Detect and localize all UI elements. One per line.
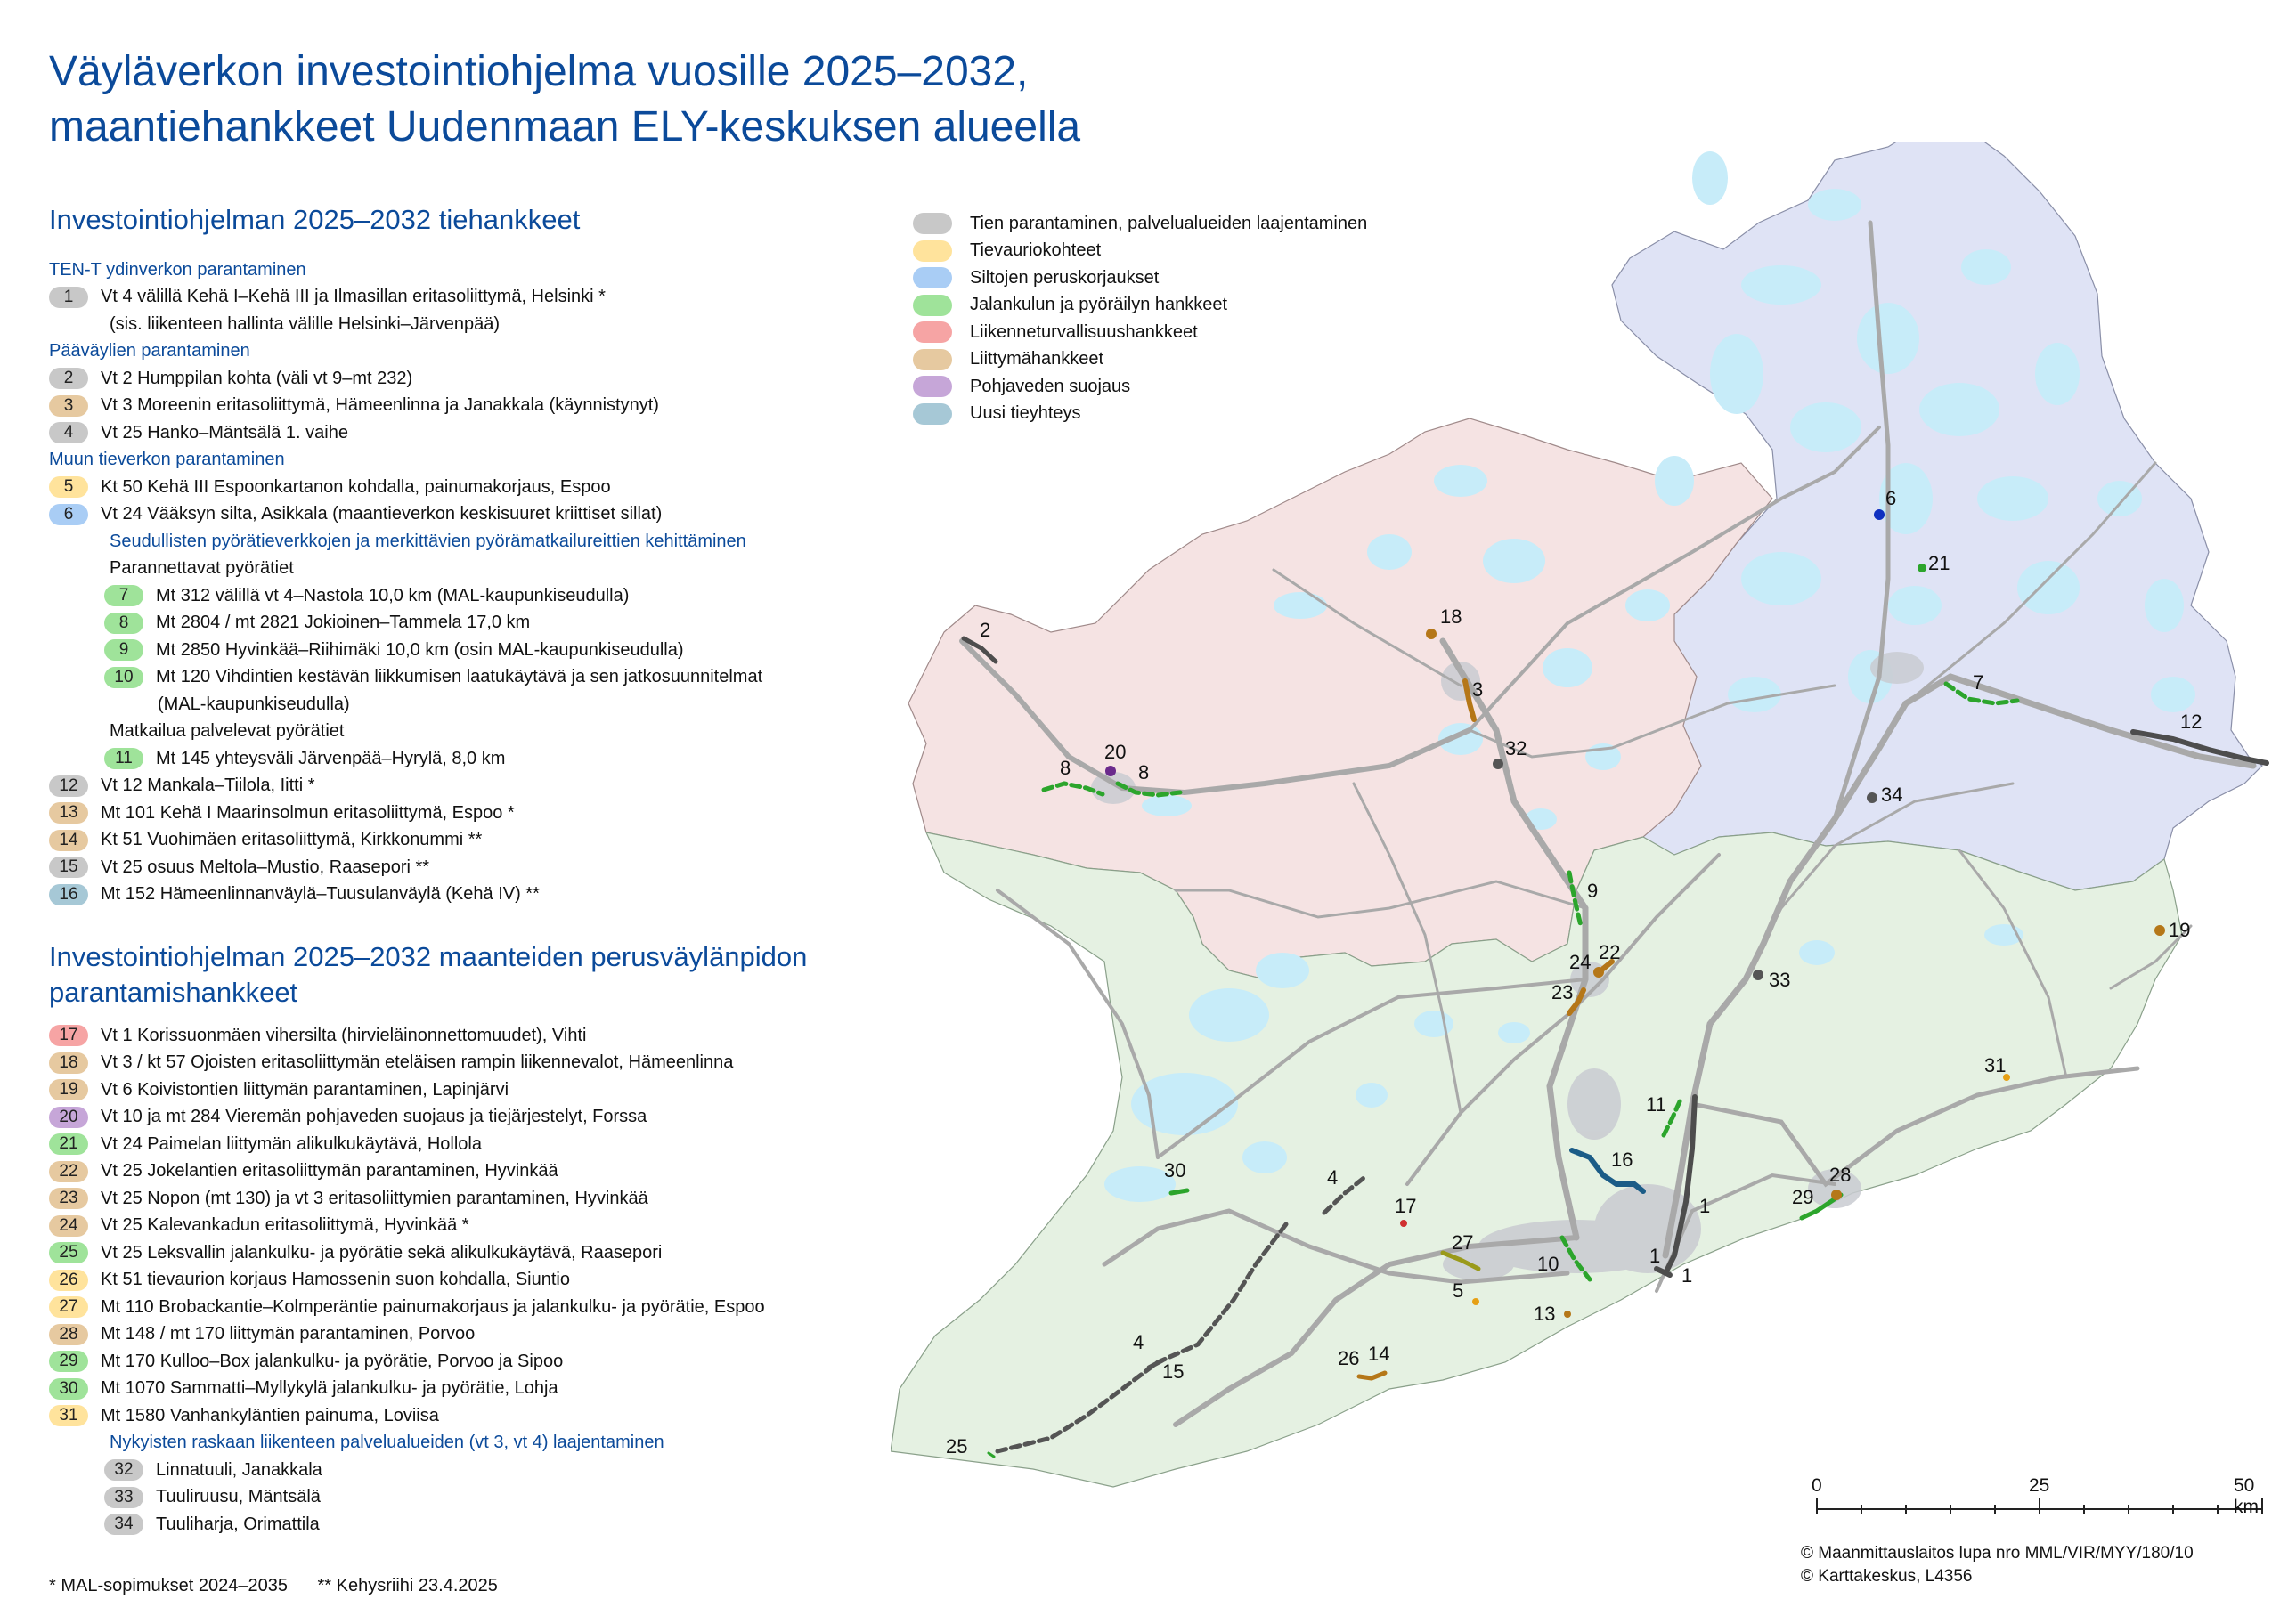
project-description: Tuuliharja, Orimattila bbox=[156, 1514, 320, 1534]
legend-label: Pohjaveden suojaus bbox=[970, 376, 1131, 396]
legend bbox=[913, 210, 1367, 427]
project-number-badge: 13 bbox=[49, 802, 88, 824]
legend-item bbox=[913, 238, 1367, 265]
project-description: Mt 1580 Vanhankyläntien painuma, Loviisa bbox=[101, 1405, 439, 1425]
legend-swatch bbox=[913, 403, 952, 425]
label-28: 28 bbox=[1829, 1164, 1852, 1186]
project-number-badge: 29 bbox=[49, 1351, 88, 1372]
project-item-25 bbox=[49, 1239, 765, 1267]
legend-label: Tien parantaminen, palvelualueiden laajentaminen bbox=[970, 213, 1368, 233]
project-number-badge: 6 bbox=[49, 504, 88, 525]
section-title-road-projects: Investointiohjelman 2025–2032 tiehankkeet bbox=[49, 204, 581, 235]
copyright-line-1: © Maanmittauslaitos lupa nro MML/VIR/MYY/180/10 bbox=[1801, 1544, 2194, 1563]
label-25: 25 bbox=[946, 1435, 968, 1458]
project-number-badge: 26 bbox=[49, 1270, 88, 1291]
project-description: Tuuliruusu, Mäntsälä bbox=[156, 1487, 321, 1507]
project-number-badge: 23 bbox=[49, 1188, 88, 1209]
label-24: 24 bbox=[1569, 951, 1592, 973]
project-description: Vt 25 Leksvallin jalankulku- ja pyörätie sekä alikulkukäytävä, Raasepori bbox=[101, 1242, 663, 1263]
project-description: Vt 25 Jokelantien eritasoliittymän parantaminen, Hyvinkää bbox=[101, 1161, 558, 1181]
subcategory-heading: Matkailua palvelevat pyörätiet bbox=[110, 721, 345, 742]
label-3: 3 bbox=[1472, 678, 1484, 701]
legend-swatch bbox=[913, 213, 952, 234]
category-heading: Seudullisten pyörätieverkkojen ja merkittävien pyörämatkailureittien kehittäminen bbox=[110, 531, 746, 551]
marker-28 bbox=[1831, 1190, 1842, 1200]
project-description: Vt 10 ja mt 284 Vieremän pohjaveden suojaus ja tiejärjestelyt, Forssa bbox=[101, 1107, 647, 1127]
project-number-badge: 12 bbox=[49, 775, 88, 797]
label-32: 32 bbox=[1505, 737, 1527, 759]
label-1c: 1 bbox=[1682, 1264, 1693, 1287]
copyright-line-2: © Karttakeskus, L4356 bbox=[1801, 1567, 1973, 1586]
marker-19 bbox=[2154, 925, 2165, 936]
project-item-13 bbox=[49, 800, 762, 827]
project-item-7 bbox=[49, 582, 762, 610]
project-description: Vt 3 Moreenin eritasoliittymä, Hämeenlinna ja Janakkala (käynnistynyt) bbox=[101, 395, 659, 416]
marker-30 bbox=[1171, 1190, 1187, 1193]
project-number-badge: 16 bbox=[49, 884, 88, 905]
section2-line-2: parantamishankkeet bbox=[49, 977, 298, 1008]
section2-line-1: Investointiohjelman 2025–2032 maanteiden perusväylänpidon bbox=[49, 941, 808, 972]
legend-item bbox=[913, 373, 1367, 401]
project-number-badge: 1 bbox=[49, 287, 88, 308]
project-description: Vt 25 osuus Meltola–Mustio, Raasepori ** bbox=[101, 857, 430, 877]
category-heading: TEN-T ydinverkon parantaminen bbox=[49, 259, 306, 280]
project-number-badge: 3 bbox=[49, 395, 88, 417]
project-item-33 bbox=[49, 1484, 765, 1512]
label-26: 26 bbox=[1338, 1347, 1360, 1369]
label-21: 21 bbox=[1928, 552, 1950, 574]
project-item-26 bbox=[49, 1267, 765, 1295]
label-9: 9 bbox=[1587, 880, 1599, 902]
label-10: 10 bbox=[1537, 1253, 1559, 1275]
project-number-badge: 32 bbox=[104, 1459, 143, 1481]
project-number-badge: 8 bbox=[104, 613, 143, 634]
label-1b: 1 bbox=[1649, 1245, 1661, 1267]
label-11: 11 bbox=[1646, 1093, 1666, 1116]
label-13: 13 bbox=[1534, 1303, 1556, 1325]
project-item-23 bbox=[49, 1185, 765, 1213]
label-5: 5 bbox=[1453, 1279, 1464, 1302]
project-item-15 bbox=[49, 854, 762, 881]
legend-label: Jalankulun ja pyöräilyn hankkeet bbox=[970, 295, 1228, 315]
project-item-5 bbox=[49, 474, 762, 501]
project-number-badge: 11 bbox=[104, 748, 143, 769]
project-description: Mt 152 Hämeenlinnanväylä–Tuusulanväylä (Kehä IV) ** bbox=[101, 884, 540, 905]
footnote-kehysriihi: ** Kehysriihi 23.4.2025 bbox=[317, 1576, 498, 1596]
label-22: 22 bbox=[1599, 941, 1621, 963]
legend-item bbox=[913, 210, 1367, 238]
project-number-badge: 19 bbox=[49, 1079, 88, 1100]
label-4a: 4 bbox=[1327, 1166, 1339, 1189]
project-item-11 bbox=[49, 745, 762, 773]
project-number-badge: 2 bbox=[49, 368, 88, 389]
project-item-24 bbox=[49, 1213, 765, 1240]
project-number-badge: 20 bbox=[49, 1107, 88, 1128]
project-item-18 bbox=[49, 1050, 765, 1077]
legend-label: Siltojen peruskorjaukset bbox=[970, 267, 1160, 288]
legend-swatch bbox=[913, 295, 952, 316]
project-description: Mt 145 yhteysväli Järvenpää–Hyrylä, 8,0 km bbox=[156, 748, 506, 768]
legend-label: Liikenneturvallisuushankkeet bbox=[970, 321, 1198, 342]
project-description: Vt 24 Paimelan liittymän alikulkukäytävä, Hollola bbox=[101, 1133, 482, 1154]
label-7: 7 bbox=[1973, 671, 1984, 694]
project-item-4 bbox=[49, 419, 762, 447]
project-item-8 bbox=[49, 610, 762, 637]
project-description: Vt 2 Humppilan kohta (väli vt 9–mt 232) bbox=[101, 368, 413, 388]
project-number-badge: 18 bbox=[49, 1052, 88, 1074]
project-description: Vt 1 Korissuonmäen vihersilta (hirvieläinonnettomuudet), Vihti bbox=[101, 1025, 587, 1045]
project-description: Vt 25 Kalevankadun eritasoliittymä, Hyvinkää * bbox=[101, 1215, 469, 1236]
project-item-30 bbox=[49, 1376, 765, 1403]
project-item-12 bbox=[49, 773, 762, 800]
project-description: Mt 101 Kehä I Maarinsolmun eritasoliittymä, Espoo * bbox=[101, 802, 515, 823]
project-description: Vt 4 välillä Kehä I–Kehä III ja Ilmasillan eritasoliittymä, Helsinki * bbox=[101, 287, 606, 307]
label-15: 15 bbox=[1162, 1360, 1185, 1383]
marker-21 bbox=[1918, 564, 1926, 572]
project-number-badge: 24 bbox=[49, 1215, 88, 1237]
project-item-10 bbox=[49, 664, 762, 692]
project-description: Mt 110 Brobackantie–Kolmperäntie painumakorjaus ja jalankulku- ja pyörätie, Espoo bbox=[101, 1296, 765, 1317]
label-18: 18 bbox=[1440, 605, 1462, 628]
project-description: Mt 120 Vihdintien kestävän liikkumisen laatukäytävä ja sen jatkosuunnitelmat bbox=[156, 667, 763, 687]
scale-label-0: 0 bbox=[1812, 1475, 1822, 1496]
legend-item bbox=[913, 264, 1367, 292]
label-16: 16 bbox=[1611, 1149, 1633, 1171]
label-30: 30 bbox=[1164, 1159, 1186, 1181]
project-item-17 bbox=[49, 1022, 765, 1050]
project-number-badge: 34 bbox=[104, 1514, 143, 1535]
label-20: 20 bbox=[1104, 741, 1127, 763]
project-description: Vt 12 Mankala–Tiilola, Iitti * bbox=[101, 775, 315, 796]
project-number-badge: 14 bbox=[49, 830, 88, 851]
project-item-9 bbox=[49, 637, 762, 664]
marker-32 bbox=[1493, 759, 1503, 769]
project-description: Vt 25 Nopon (mt 130) ja vt 3 eritasoliittymien parantaminen, Hyvinkää bbox=[101, 1188, 648, 1208]
project-description: Vt 24 Vääksyn silta, Asikkala (maantieverkon keskisuuret kriittiset sillat) bbox=[101, 504, 663, 524]
label-14: 14 bbox=[1368, 1343, 1390, 1365]
title-line-2: maantiehankkeet Uudenmaan ELY-keskuksen alueella bbox=[49, 103, 1081, 150]
legend-label: Tievauriokohteet bbox=[970, 240, 1102, 261]
copyright bbox=[1801, 1542, 2194, 1588]
legend-item bbox=[913, 292, 1367, 320]
label-8a: 8 bbox=[1060, 757, 1071, 779]
marker-13 bbox=[1564, 1311, 1571, 1318]
project-description: Mt 312 välillä vt 4–Nastola 10,0 km (MAL-kaupunkiseudulla) bbox=[156, 585, 630, 605]
label-29: 29 bbox=[1792, 1186, 1814, 1208]
legend-swatch bbox=[913, 376, 952, 397]
project-description: Kt 50 Kehä III Espoonkartanon kohdalla, painumakorjaus, Espoo bbox=[101, 476, 611, 497]
label-19: 19 bbox=[2169, 919, 2191, 941]
project-description: Mt 2850 Hyvinkää–Riihimäki 10,0 km (osin MAL-kaupunkiseudulla) bbox=[156, 639, 684, 660]
project-number-badge: 28 bbox=[49, 1324, 88, 1345]
project-number-badge: 25 bbox=[49, 1242, 88, 1263]
label-33: 33 bbox=[1769, 969, 1791, 991]
project-description: Linnatuuli, Janakkala bbox=[156, 1459, 322, 1480]
legend-swatch bbox=[913, 240, 952, 262]
project-item-16 bbox=[49, 881, 762, 909]
list-item-continuation: (MAL-kaupunkiseudulla) bbox=[158, 694, 350, 714]
label-2: 2 bbox=[980, 619, 991, 641]
project-item-29 bbox=[49, 1348, 765, 1376]
legend-item bbox=[913, 401, 1367, 428]
project-description: Mt 1070 Sammatti–Myllykylä jalankulku- ja pyörätie, Lohja bbox=[101, 1378, 558, 1399]
marker-34 bbox=[1867, 792, 1877, 803]
project-item-22 bbox=[49, 1158, 765, 1186]
label-34: 34 bbox=[1881, 784, 1903, 806]
legend-swatch bbox=[913, 267, 952, 288]
footnotes bbox=[49, 1576, 523, 1596]
project-item-21 bbox=[49, 1131, 765, 1158]
project-number-badge: 33 bbox=[104, 1487, 143, 1508]
category-heading: Nykyisten raskaan liikenteen palvelualueiden (vt 3, vt 4) laajentaminen bbox=[110, 1433, 664, 1453]
project-item-2 bbox=[49, 365, 762, 393]
project-item-32 bbox=[49, 1457, 765, 1484]
project-description: Mt 2804 / mt 2821 Jokioinen–Tammela 17,0 km bbox=[156, 613, 531, 633]
project-description: Vt 6 Koivistontien liittymän parantaminen, Lapinjärvi bbox=[101, 1079, 509, 1100]
project-number-badge: 15 bbox=[49, 857, 88, 878]
project-item-14 bbox=[49, 827, 762, 855]
label-8b: 8 bbox=[1138, 761, 1150, 784]
project-item-28 bbox=[49, 1321, 765, 1349]
label-12: 12 bbox=[2180, 710, 2203, 733]
legend-label: Uusi tieyhteys bbox=[970, 403, 1081, 424]
label-1a: 1 bbox=[1699, 1195, 1711, 1217]
project-number-badge: 9 bbox=[104, 639, 143, 661]
category-heading: Pääväylien parantaminen bbox=[49, 341, 250, 361]
project-description: Vt 3 / kt 57 Ojoisten eritasoliittymän eteläisen rampin liikennevalot, Hämeenlinna bbox=[101, 1052, 734, 1073]
project-number-badge: 10 bbox=[104, 667, 143, 688]
marker-17 bbox=[1400, 1220, 1407, 1227]
project-item-27 bbox=[49, 1294, 765, 1321]
project-list-road bbox=[49, 256, 762, 908]
category-heading: Muun tieverkon parantaminen bbox=[49, 450, 285, 470]
legend-swatch bbox=[913, 321, 952, 343]
project-item-19 bbox=[49, 1076, 765, 1104]
legend-label: Liittymähankkeet bbox=[970, 349, 1104, 369]
project-description: Kt 51 Vuohimäen eritasoliittymä, Kirkkonummi ** bbox=[101, 830, 483, 850]
project-list-maintenance bbox=[49, 1022, 765, 1539]
legend-swatch bbox=[913, 349, 952, 370]
project-description: Mt 170 Kulloo–Box jalankulku- ja pyörätie, Porvoo ja Sipoo bbox=[101, 1351, 564, 1371]
project-item-6 bbox=[49, 501, 762, 529]
section-title-basic-maintenance bbox=[49, 939, 807, 1011]
footnote-mal: * MAL-sopimukset 2024–2035 bbox=[49, 1576, 288, 1596]
project-item-34 bbox=[49, 1511, 765, 1539]
project-item-20 bbox=[49, 1104, 765, 1132]
project-description: Vt 25 Hanko–Mäntsälä 1. vaihe bbox=[101, 422, 348, 443]
project-item-31 bbox=[49, 1402, 765, 1430]
title-line-1: Väyläverkon investointiohjelma vuosille 2025–2032, bbox=[49, 48, 1029, 95]
project-description: Mt 148 / mt 170 liittymän parantaminen, Porvoo bbox=[101, 1324, 476, 1344]
project-number-badge: 30 bbox=[49, 1378, 88, 1400]
label-27: 27 bbox=[1452, 1231, 1474, 1254]
marker-20 bbox=[1105, 766, 1116, 776]
legend-item bbox=[913, 346, 1367, 374]
project-number-badge: 21 bbox=[49, 1133, 88, 1155]
label-6: 6 bbox=[1885, 487, 1897, 509]
project-number-badge: 7 bbox=[104, 585, 143, 606]
project-number-badge: 27 bbox=[49, 1296, 88, 1318]
project-description: Kt 51 tievaurion korjaus Hamossenin suon kohdalla, Siuntio bbox=[101, 1270, 570, 1290]
legend-item bbox=[913, 319, 1367, 346]
scale-bar bbox=[1817, 1498, 2262, 1514]
map-title bbox=[49, 45, 1080, 155]
label-23: 23 bbox=[1551, 981, 1574, 1003]
scale-label-25: 25 bbox=[2029, 1475, 2050, 1496]
list-item-continuation: (sis. liikenteen hallinta välille Helsinki–Järvenpää) bbox=[110, 313, 500, 334]
project-number-badge: 5 bbox=[49, 476, 88, 498]
marker-5 bbox=[1472, 1298, 1479, 1305]
marker-18 bbox=[1426, 629, 1437, 639]
project-item-1 bbox=[49, 284, 762, 312]
label-17: 17 bbox=[1395, 1195, 1417, 1217]
project-number-badge: 17 bbox=[49, 1025, 88, 1046]
project-number-badge: 22 bbox=[49, 1161, 88, 1182]
label-4b: 4 bbox=[1133, 1331, 1144, 1353]
project-item-3 bbox=[49, 393, 762, 420]
scale-label-50: 50 km bbox=[2234, 1475, 2259, 1517]
project-number-badge: 4 bbox=[49, 422, 88, 443]
label-31: 31 bbox=[1984, 1054, 2007, 1076]
marker-6 bbox=[1874, 509, 1885, 520]
marker-24 bbox=[1593, 967, 1604, 978]
project-number-badge: 31 bbox=[49, 1405, 88, 1426]
marker-33 bbox=[1753, 970, 1763, 980]
subcategory-heading: Parannettavat pyörätiet bbox=[110, 558, 294, 579]
